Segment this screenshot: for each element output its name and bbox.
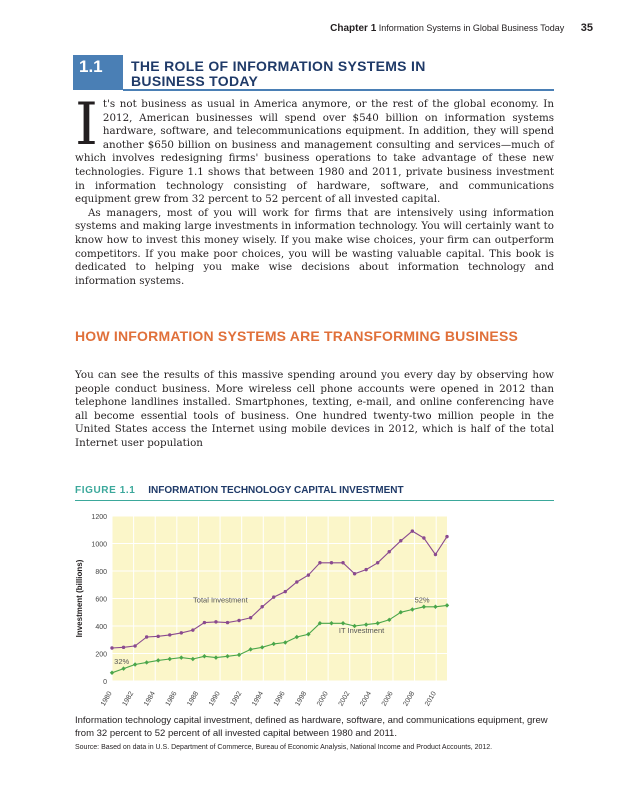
data-point <box>307 573 310 576</box>
x-tick-label: 2008 <box>402 690 417 708</box>
figure-caption: Information technology capital investment, defined as hardware, software, and communications equipment, grew from 32 percent to 52 percent of all invested capital between 1980 and 2011. <box>75 715 548 739</box>
figure-label <box>75 485 404 496</box>
data-point <box>411 529 414 532</box>
data-point <box>376 561 379 564</box>
data-point <box>110 646 113 649</box>
intro-text <box>75 90 554 288</box>
figure-title: INFORMATION TECHNOLOGY CAPITAL INVESTMENT <box>148 485 404 496</box>
figure-source: Source: Based on data in U.S. Department of Commerce, Bureau of Economic Analysis, National Income and Product Accounts, 2012. <box>75 744 493 751</box>
x-tick-label: 2004 <box>359 690 374 708</box>
drop-cap: I <box>75 90 98 158</box>
section-title-line2: BUSINESS TODAY <box>131 73 259 89</box>
intro-paragraph-2: As managers, most of you will work for firms that are intensively using information systems and making large investments in information technology. You will certainly want to know how to invest this money wisely. If you make wise choices, your firm can outperform competitors. If you make poor choices, you will be wasting valuable capital. This book is dedicated to helping you make wise decisions about information technology and information systems. <box>75 206 554 287</box>
x-tick-label: 2006 <box>380 690 395 708</box>
data-point <box>364 568 367 571</box>
running-header <box>330 22 593 34</box>
data-point <box>284 590 287 593</box>
data-point <box>318 561 321 564</box>
data-point <box>133 644 136 647</box>
data-point <box>330 561 333 564</box>
x-tick-label: 1988 <box>186 690 201 708</box>
subsection-paragraph: You can see the results of this massive spending around you every day by observing how people conduct business. More wireless cell phone accounts were opened in 2012 than telephone landlines installed. Smartphones, texting, e-mail, and online conferencing have all become essential tools of business. One hundred twenty-two million people in the United States access the Internet using mobile devices in 2012, which is half of the total Internet user population <box>75 369 554 449</box>
chapter-title: Information Systems in Global Business Today <box>378 23 565 33</box>
data-point <box>214 620 217 623</box>
y-tick-label: 400 <box>95 624 107 631</box>
y-tick-label: 1200 <box>91 514 107 521</box>
y-tick-label: 0 <box>103 679 107 686</box>
x-tick-label: 1992 <box>229 690 244 708</box>
data-point <box>272 595 275 598</box>
x-tick-label: 2010 <box>424 690 438 708</box>
x-tick-label: 2002 <box>337 690 352 708</box>
y-tick-label: 1000 <box>91 541 107 549</box>
data-point <box>180 631 183 634</box>
x-tick-label: 1994 <box>251 690 266 708</box>
data-point <box>422 536 425 539</box>
figure-number: FIGURE 1.1 <box>75 485 136 496</box>
subsection-heading: HOW INFORMATION SYSTEMS ARE TRANSFORMING BUSINESS <box>75 328 519 344</box>
x-tick-label: 1998 <box>294 690 309 708</box>
x-tick-label: 1980 <box>99 690 114 708</box>
data-point <box>399 539 402 542</box>
figure-rule <box>75 500 554 501</box>
total-investment-label: Total Investment <box>193 595 248 605</box>
data-point <box>157 635 160 638</box>
page-number: 35 <box>580 22 593 34</box>
data-point <box>191 628 194 631</box>
data-point <box>237 619 240 622</box>
data-point <box>249 616 252 619</box>
it-investment-chart <box>70 506 460 711</box>
x-tick-labels <box>100 690 438 707</box>
section-title-line1: THE ROLE OF INFORMATION SYSTEMS IN <box>131 58 426 74</box>
x-tick-label: 1990 <box>207 690 222 708</box>
intro-paragraph-1 <box>75 90 554 207</box>
x-tick-label: 1984 <box>143 690 157 708</box>
section-title <box>131 59 426 89</box>
data-point <box>226 621 229 624</box>
data-point <box>445 535 448 538</box>
end-percent-label: 52% <box>414 595 430 605</box>
it-investment-label: IT Investment <box>338 625 385 635</box>
y-tick-labels <box>91 514 107 686</box>
intro-paragraph-1-text: t's not business as usual in America anymore, or the rest of the global economy. In 2012, American businesses will spend over $540 billion on information systems hardware, software, and telecommunications equipment. In addition, they will spend another $650 billion on business and management consulting and services—much of which involves redesigning firms' business operations to take advantage of these new technologies. Figure 1.1 shows that between 1980 and 2011, private business investment in information technology consisting of hardware, software, and communications equipment grew from 32 percent to 52 percent of all invested capital. <box>75 98 554 206</box>
data-point <box>388 550 391 553</box>
data-point <box>203 621 206 624</box>
data-point <box>145 635 148 638</box>
data-point <box>122 646 125 649</box>
start-percent-label: 32% <box>114 656 130 666</box>
x-tick-label: 1996 <box>272 690 287 708</box>
x-tick-label: 1986 <box>164 690 179 708</box>
data-point <box>168 633 171 636</box>
section-number: 1.1 <box>73 55 123 90</box>
data-point <box>295 580 298 583</box>
x-tick-label: 2000 <box>316 690 330 708</box>
y-tick-label: 200 <box>95 651 107 659</box>
section-rule <box>123 89 554 91</box>
y-tick-label: 600 <box>95 596 107 604</box>
x-tick-label: 1982 <box>121 690 136 708</box>
data-point <box>260 605 263 608</box>
y-tick-label: 800 <box>95 569 107 576</box>
data-point <box>434 553 437 556</box>
data-point <box>341 561 344 564</box>
data-point <box>353 572 356 575</box>
y-axis-label: Investment (billions) <box>75 559 84 638</box>
chapter-number: Chapter 1 <box>330 23 377 34</box>
